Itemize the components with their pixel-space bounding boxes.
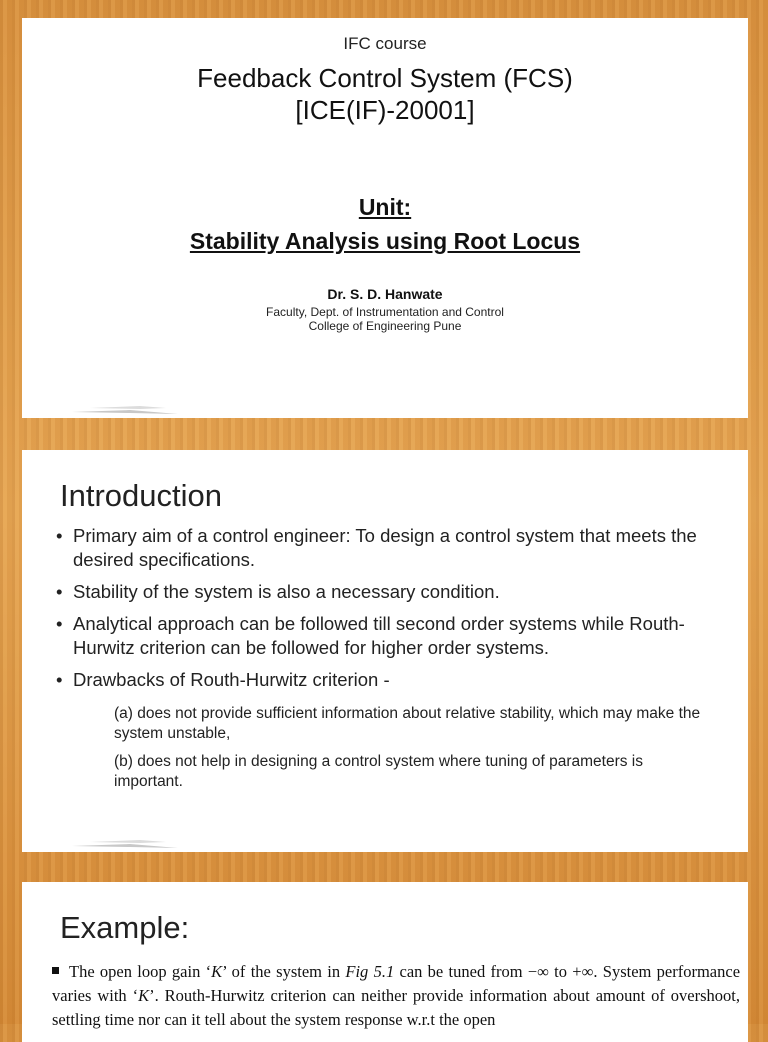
bullet-icon: • [56, 581, 63, 602]
sub-point-a: (a) does not provide sufficient information about relative stability, which may make the system unstable, [114, 705, 701, 742]
unit-heading [22, 190, 748, 258]
unit-title: Stability Analysis using Root Locus [189, 228, 581, 254]
example-slide [22, 882, 748, 1042]
introduction-slide [22, 450, 748, 852]
author-name: Dr. S. D. Hanwate [327, 286, 443, 302]
list-item: • Drawbacks of Routh-Hurwitz criterion - [56, 669, 390, 690]
example-paragraph: The open loop gain ‘K’ of the system in Fig 5.1 can be tuned from −∞ to +∞. System performance varies with ‘K’. Routh-Hurwitz criterion can neither provide information about amount of overshoot, settling time nor can it tell about the system response w.r.t the open [52, 962, 741, 1029]
list-item: • Analytical approach can be followed till second order systems while Routh-Hurwitz criterion can be followed for higher order systems. [56, 613, 685, 658]
bullet-list [54, 524, 734, 700]
course-title [22, 62, 748, 126]
affiliation-college: College of Engineering Pune [308, 319, 462, 333]
course-code: [ICE(IF)-20001] [295, 95, 475, 125]
bullet-icon: • [56, 525, 63, 546]
affiliation-dept: Faculty, Dept. of Instrumentation and Control [266, 305, 504, 319]
unit-label: Unit: [358, 194, 412, 220]
author-affiliation [22, 305, 748, 333]
course-label: IFC course [343, 34, 427, 53]
square-bullet-icon [52, 967, 59, 974]
list-item: • Stability of the system is also a necessary condition. [56, 581, 500, 602]
slide-heading: Example: [60, 910, 190, 945]
list-item: • Primary aim of a control engineer: To design a control system that meets the desired specifications. [56, 525, 697, 570]
figure-reference: Fig 5.1 [345, 962, 395, 981]
pen-decoration-icon [70, 402, 180, 416]
sub-point-b: (b) does not help in designing a control system where tuning of parameters is important. [114, 753, 644, 790]
course-title-line1: Feedback Control System (FCS) [197, 63, 573, 93]
slide-heading: Introduction [60, 478, 222, 513]
bullet-icon: • [56, 613, 63, 634]
bullet-icon: • [56, 669, 63, 690]
pen-decoration-icon [70, 836, 180, 850]
title-slide [22, 18, 748, 418]
